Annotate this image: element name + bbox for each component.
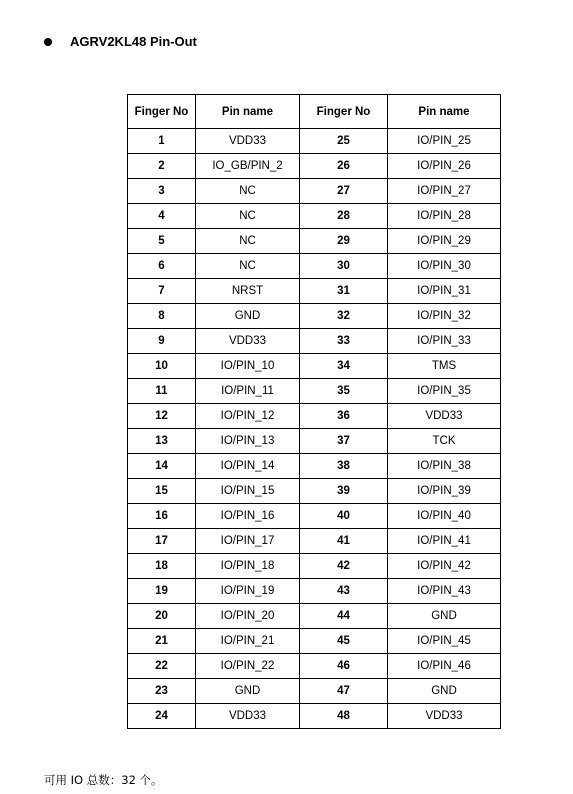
pin-name-cell: VDD33 [388,704,501,729]
table-row [128,404,501,429]
table-row [128,229,501,254]
finger-no-cell: 35 [300,379,388,404]
pin-name-cell: NRST [196,279,300,304]
pin-name-cell: NC [196,229,300,254]
table-row [128,604,501,629]
finger-no-cell: 20 [128,604,196,629]
pin-name-cell: GND [196,679,300,704]
table-body [128,129,501,729]
finger-no-cell: 46 [300,654,388,679]
pin-name-cell: IO/PIN_13 [196,429,300,454]
section-heading [44,34,197,49]
finger-no-cell: 48 [300,704,388,729]
finger-no-cell: 26 [300,154,388,179]
finger-no-cell: 10 [128,354,196,379]
table-row [128,479,501,504]
finger-no-cell: 22 [128,654,196,679]
pin-name-cell: IO/PIN_39 [388,479,501,504]
finger-no-cell: 39 [300,479,388,504]
pin-name-cell: IO/PIN_25 [388,129,501,154]
finger-no-cell: 6 [128,254,196,279]
table-row [128,129,501,154]
pin-name-cell: TMS [388,354,501,379]
table-row [128,554,501,579]
pin-name-cell: IO/PIN_40 [388,504,501,529]
table-row [128,329,501,354]
pin-name-cell: IO/PIN_15 [196,479,300,504]
finger-no-cell: 18 [128,554,196,579]
finger-no-cell: 23 [128,679,196,704]
finger-no-cell: 45 [300,629,388,654]
header-finger-no-2: Finger No [300,95,388,129]
finger-no-cell: 4 [128,204,196,229]
finger-no-cell: 42 [300,554,388,579]
table-row [128,529,501,554]
finger-no-cell: 8 [128,304,196,329]
finger-no-cell: 9 [128,329,196,354]
table-row [128,354,501,379]
pin-name-cell: VDD33 [196,129,300,154]
finger-no-cell: 13 [128,429,196,454]
finger-no-cell: 28 [300,204,388,229]
finger-no-cell: 32 [300,304,388,329]
pin-name-cell: GND [196,304,300,329]
pin-name-cell: IO/PIN_28 [388,204,501,229]
finger-no-cell: 33 [300,329,388,354]
pin-name-cell: IO/PIN_46 [388,654,501,679]
pin-name-cell: IO/PIN_42 [388,554,501,579]
pin-name-cell: IO/PIN_33 [388,329,501,354]
table-header-row [128,95,501,129]
pin-name-cell: IO/PIN_19 [196,579,300,604]
finger-no-cell: 14 [128,454,196,479]
pin-name-cell: GND [388,604,501,629]
pin-name-cell: IO/PIN_16 [196,504,300,529]
table-row [128,629,501,654]
pin-name-cell: IO/PIN_43 [388,579,501,604]
table-row [128,454,501,479]
finger-no-cell: 24 [128,704,196,729]
pin-name-cell: VDD33 [196,329,300,354]
table-row [128,379,501,404]
finger-no-cell: 34 [300,354,388,379]
finger-no-cell: 47 [300,679,388,704]
pin-name-cell: IO/PIN_12 [196,404,300,429]
finger-no-cell: 41 [300,529,388,554]
heading-text: AGRV2KL48 Pin-Out [70,34,197,49]
header-finger-no-1: Finger No [128,95,196,129]
finger-no-cell: 29 [300,229,388,254]
pin-name-cell: IO/PIN_17 [196,529,300,554]
finger-no-cell: 19 [128,579,196,604]
pin-name-cell: NC [196,179,300,204]
finger-no-cell: 30 [300,254,388,279]
pin-name-cell: IO/PIN_26 [388,154,501,179]
finger-no-cell: 36 [300,404,388,429]
finger-no-cell: 17 [128,529,196,554]
pin-name-cell: IO/PIN_18 [196,554,300,579]
finger-no-cell: 21 [128,629,196,654]
finger-no-cell: 12 [128,404,196,429]
finger-no-cell: 2 [128,154,196,179]
pin-name-cell: VDD33 [196,704,300,729]
finger-no-cell: 43 [300,579,388,604]
pin-name-cell: IO/PIN_11 [196,379,300,404]
header-pin-name-2: Pin name [388,95,501,129]
io-count-note: 可用 IO 总数：32 个。 [44,773,163,787]
pin-name-cell: IO/PIN_29 [388,229,501,254]
finger-no-cell: 7 [128,279,196,304]
finger-no-cell: 38 [300,454,388,479]
finger-no-cell: 31 [300,279,388,304]
pin-name-cell: IO/PIN_32 [388,304,501,329]
pin-name-cell: IO/PIN_22 [196,654,300,679]
pin-name-cell: NC [196,254,300,279]
pin-name-cell: IO/PIN_30 [388,254,501,279]
table-row [128,704,501,729]
finger-no-cell: 11 [128,379,196,404]
table-row [128,279,501,304]
pin-name-cell: IO/PIN_38 [388,454,501,479]
finger-no-cell: 44 [300,604,388,629]
table-row [128,679,501,704]
pin-name-cell: IO/PIN_35 [388,379,501,404]
table-row [128,254,501,279]
table-row [128,154,501,179]
finger-no-cell: 3 [128,179,196,204]
table-row [128,204,501,229]
table-row [128,654,501,679]
pin-name-cell: GND [388,679,501,704]
pin-name-cell: IO/PIN_14 [196,454,300,479]
bullet-icon [44,38,52,46]
finger-no-cell: 27 [300,179,388,204]
pin-name-cell: IO/PIN_21 [196,629,300,654]
table-row [128,179,501,204]
table-row [128,429,501,454]
pin-name-cell: IO/PIN_45 [388,629,501,654]
pin-name-cell: IO/PIN_41 [388,529,501,554]
pin-name-cell: IO/PIN_20 [196,604,300,629]
pin-name-cell: TCK [388,429,501,454]
table-row [128,579,501,604]
finger-no-cell: 15 [128,479,196,504]
pin-name-cell: IO_GB/PIN_2 [196,154,300,179]
table-row [128,504,501,529]
pin-name-cell: IO/PIN_27 [388,179,501,204]
finger-no-cell: 5 [128,229,196,254]
pin-name-cell: IO/PIN_31 [388,279,501,304]
finger-no-cell: 40 [300,504,388,529]
header-pin-name-1: Pin name [196,95,300,129]
pin-name-cell: VDD33 [388,404,501,429]
table-row [128,304,501,329]
finger-no-cell: 37 [300,429,388,454]
pin-name-cell: IO/PIN_10 [196,354,300,379]
finger-no-cell: 16 [128,504,196,529]
pin-name-cell: NC [196,204,300,229]
finger-no-cell: 25 [300,129,388,154]
finger-no-cell: 1 [128,129,196,154]
pinout-table [127,94,501,729]
